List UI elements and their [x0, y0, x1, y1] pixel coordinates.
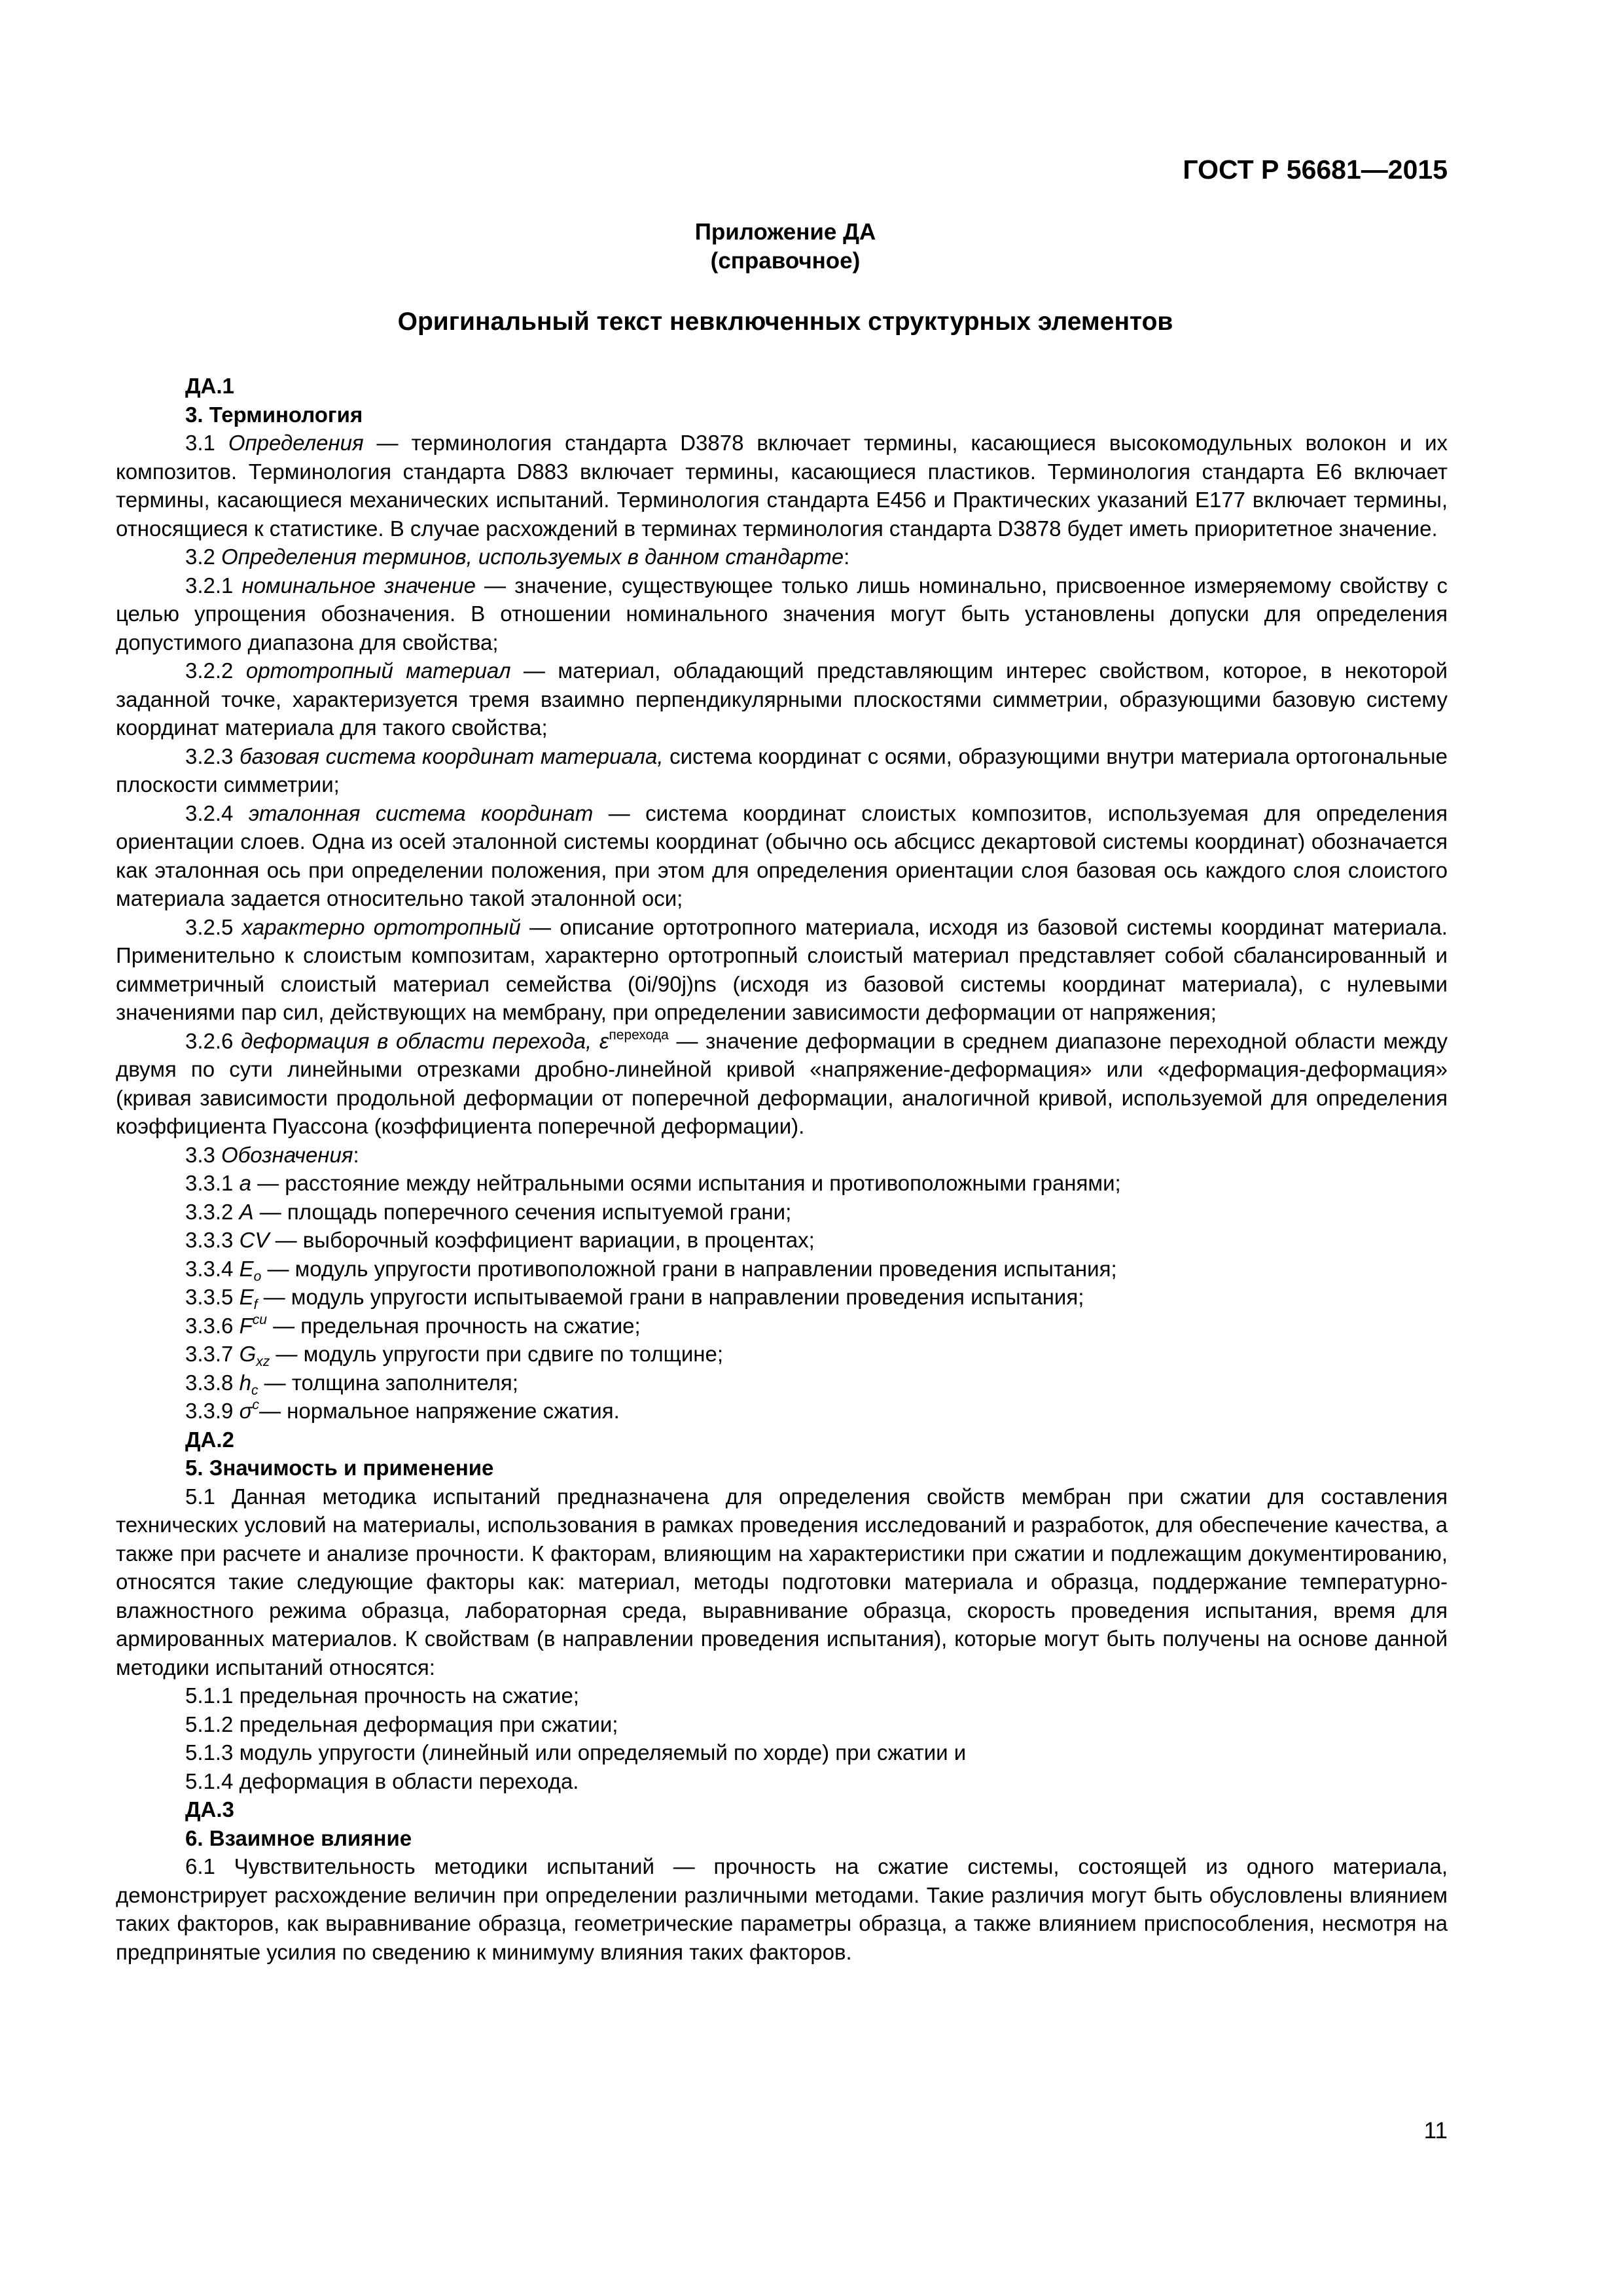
section-heading-terminology: 3. Терминология	[185, 402, 363, 427]
section-heading-significance: 5. Значимость и применение	[185, 1456, 494, 1480]
paragraph-3-2-4: 3.2.4 эталонная система координат — система координат слоистых композитов, используемая для определения ориентации слоев. Одна из осей эталонной системы координат (обычно ось абсцисс декартовой системы координат) обозначается как эталонная ось при определении положения, при этом для определения ориентации слоя базовая ось каждого слоя слоистого материала задается относительно такой эталонной оси;	[116, 800, 1448, 910]
section-label-da1: ДА.1	[185, 374, 234, 398]
symbol-item: 3.3.1 a — расстояние между нейтральными осями испытания и противоположными гранями;	[185, 1171, 1121, 1195]
symbol-item: 3.3.5 $E_f$ — модуль упругости испытываемой грани в направлении проведения испытания;	[185, 1285, 1084, 1312]
symbol-item: 3.3.6 $F^{cu}$ — предельная прочность на сжатие;	[185, 1312, 641, 1338]
symbol-item: 3.3.4 $E_o$ — модуль упругости противоположной грани в направлении проведения испытания;	[185, 1256, 1117, 1284]
main-title: Оригинальный текст невключенных структурных элементов	[397, 308, 1173, 336]
symbol-item: 3.3.3 CV — выборочный коэффициент вариации, в процентах;	[185, 1228, 815, 1252]
symbol-item: 3.3.2 A — площадь поперечного сечения испытуемой грани;	[185, 1199, 792, 1224]
paragraph-5-1: 5.1 Данная методика испытаний предназначена для определения свойств мембран при сжатии для составления технических условий на материалы, использования в рамках проведения исследований и разработок, для обеспечение качества, а также при расчете и анализе прочности. К факторам, влияющим на характеристики при сжатии и подлежащим документированию, относятся такие следующие факторы как: материал, методы подготовки материала и образца, поддержание температурно-влажностного режима образца, лабораторная среда, выравнивание образца, скорость проведения испытания, время для армированных материалов. К свойствам (в направлении проведения испытания), которые могут быть получены на основе данной методики испытаний относятся:	[116, 1484, 1448, 1679]
page-number: 11	[1423, 2118, 1448, 2144]
property-item: 5.1.4 деформация в области перехода.	[185, 1768, 579, 1793]
property-item: 5.1.3 модуль упругости (линейный или определяемый по хорде) при сжатии и	[185, 1740, 967, 1765]
paragraph-3-1: 3.1 Определения — терминология стандарта D3878 включает термины, касающиеся высокомодульных волокон и их композитов. Терминология стандарта D883 включает термины, касающиеся пластиков. Терминология стандарта E6 включает термины, касающиеся механических испытаний. Терминология стандарта E456 и Практических указаний E177 включает термины, относящиеся к статистике. В случае расхождений в терминах терминология стандарта D3878 будет иметь приоритетное значение.	[116, 431, 1448, 541]
symbols-list	[116, 1169, 1448, 1426]
section-label-da3: ДА.3	[185, 1797, 234, 1821]
paragraph-3-2: 3.2 Определения терминов, используемых в данном стандарте:	[185, 545, 850, 569]
appendix-title: Приложение ДА	[694, 219, 876, 245]
symbol-item: 3.3.7 $G_{xz}$ — модуль упругости при сдвиге по толщине;	[185, 1342, 724, 1369]
paragraph-3-2-5: 3.2.5 характерно ортотропный — описание ортотропного материала, исходя из базовой системы координат материала. Применительно к слоистым композитам, характерно ортотропный слоистый материал представляет собой сбалансированный и симметричный слоистый материал семейства (0i/90j)ns (исходя из базовой системы координат материала), с нулевыми значениями пар сил, действующих на мембрану, при определении зависимости деформации от напряжения;	[116, 914, 1448, 1024]
paragraph-3-2-6: 3.2.6 деформация в области перехода, $\varepsilon^{перехода}$ — значение деформации в среднем диапазоне переходной области между двумя по сути линейными отрезками дробно-линейной кривой «напряжение-деформация» или «деформация-деформация» (кривая зависимости продольной деформации от поперечной деформации, аналогичной кривой, используемой для определения коэффициента Пуассона (коэффициента поперечной деформации).	[116, 1027, 1448, 1138]
section-heading-interference: 6. Взаимное влияние	[185, 1825, 412, 1850]
appendix-header	[0, 218, 1571, 276]
symbol-item: 3.3.8 $h_c$ — толщина заполнителя;	[185, 1370, 518, 1398]
paragraph-3-3: 3.3 Обозначения:	[185, 1142, 359, 1167]
property-item: 5.1.1 предельная прочность на сжатие;	[185, 1683, 579, 1708]
appendix-subtitle: (справочное)	[710, 248, 861, 274]
document-number: ГОСТ Р 56681—2015	[1183, 154, 1448, 185]
symbol-item: 3.3.9 $\sigma^c—$ нормальное напряжение сжатия.	[185, 1397, 620, 1423]
paragraph-3-2-2: 3.2.2 ортотропный материал — материал, обладающий представляющим интерес свойством, которое, в некоторой заданной точке, характеризуется тремя взаимно перпендикулярными плоскостями симметрии, образующими базовую систему координат материала для такого свойства;	[116, 658, 1448, 740]
paragraph-3-2-1: 3.2.1 номинальное значение — значение, существующее только лишь номинально, присвоенное измеряемому свойству с целью упрощения обозначения. В отношении номинального значения могут быть установлены допуски для определения допустимого диапазона для свойства;	[116, 573, 1448, 655]
properties-list	[116, 1681, 1448, 1795]
paragraph-6-1: 6.1 Чувствительность методики испытаний — прочность на сжатие системы, состоящей из одного материала, демонстрирует расхождение величин при определении различными методами. Такие различия могут быть обусловлены влиянием таких факторов, как выравнивание образца, геометрические параметры образца, а также влиянием приспособления, несмотря на предпринятые усилия по сведению к минимуму влияния таких факторов.	[116, 1854, 1448, 1964]
paragraph-3-2-3: 3.2.3 базовая система координат материала, система координат с осями, образующими внутри материала ортогональные плоскости симметрии;	[116, 744, 1448, 797]
property-item: 5.1.2 предельная деформация при сжатии;	[185, 1712, 618, 1736]
section-label-da2: ДА.2	[185, 1427, 234, 1452]
document-body	[116, 372, 1448, 1966]
